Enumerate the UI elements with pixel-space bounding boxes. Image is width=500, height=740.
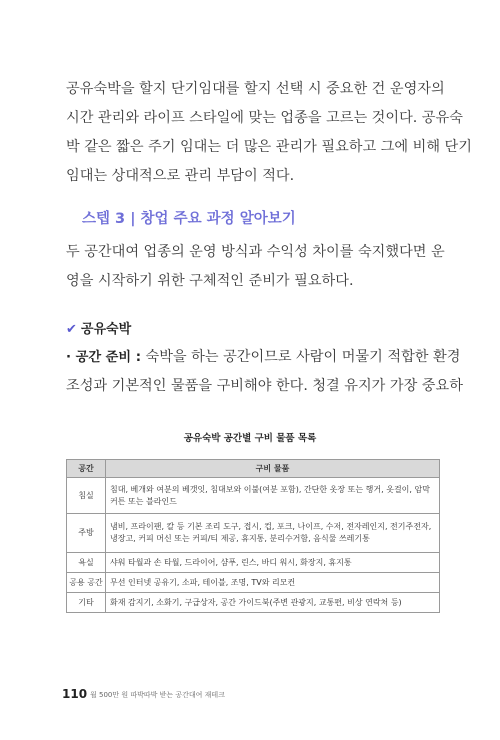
bullet-line [66, 343, 461, 372]
running-title: 월 500만 원 따박따박 받는 공간대여 재테크 [90, 691, 225, 699]
bullet-paragraph [66, 343, 463, 401]
step-paragraph [66, 238, 445, 296]
table-cell-space: 침실 [67, 478, 106, 514]
bullet-label: · 공간 준비 : [66, 350, 142, 365]
table-cell-items: 침대, 베개와 여분의 베갯잇, 침대보와 이불(여분 포함), 간단한 옷장 또는 행거, 옷걸이, 암막 커튼 또는 블라인드 [106, 478, 440, 514]
bullet-line: 조성과 기본적인 물품을 구비해야 한다. 청결 유지가 가장 중요하 [66, 378, 463, 394]
supply-table [66, 459, 440, 613]
table-cell-items: 화재 감지기, 소화기, 구급상자, 공간 가이드북(주변 관광지, 교통편, 비상 연락처 등) [106, 593, 440, 613]
table-cell-items: 샤워 타월과 손 타월, 드라이어, 샴푸, 린스, 바디 워시, 화장지, 휴지통 [106, 553, 440, 573]
table-cell-space: 공용 공간 [67, 573, 106, 593]
paragraph-line: 임대는 상대적으로 관리 부담이 적다. [66, 168, 295, 184]
table-row [67, 553, 440, 573]
table-cell-space: 기타 [67, 593, 106, 613]
table-header-space: 공간 [67, 460, 106, 478]
table-header-items: 구비 물품 [106, 460, 440, 478]
paragraph-line: 영을 시작하기 위한 구체적인 준비가 필요하다. [66, 273, 354, 289]
table-cell-items: 냄비, 프라이팬, 칼 등 기본 조리 도구, 접시, 컵, 포크, 나이프, 수저, 전자레인지, 전기주전자, 냉장고, 커피 머신 또는 커피/티 제공, 휴지통, 분리수거함, 음식물 쓰레기통 [106, 514, 440, 553]
table-cell-space: 주방 [67, 514, 106, 553]
paragraph-line: 공유숙박을 할지 단기임대를 할지 선택 시 중요한 건 운영자의 [66, 81, 445, 97]
paragraph-line: 시간 관리와 라이프 스타일에 맞는 업종을 고르는 것이다. 공유숙 [66, 110, 463, 126]
table-header-row [67, 460, 440, 478]
table-row [67, 573, 440, 593]
intro-paragraph [66, 75, 472, 191]
paragraph-line: 박 같은 짧은 주기 임대는 더 많은 관리가 필요하고 그에 비해 단기 [66, 139, 472, 155]
section-heading-text: 공유숙박 [80, 322, 132, 337]
table-cell-space: 욕실 [67, 553, 106, 573]
section-heading [66, 318, 131, 337]
table-title: 공유숙박 공간별 구비 물품 목록 [183, 433, 317, 444]
table-cell-items: 무선 인터넷 공유기, 소파, 테이블, 조명, TV와 리모컨 [106, 573, 440, 593]
table-row [67, 593, 440, 613]
paragraph-line: 두 공간대여 업종의 운영 방식과 수익성 차이를 숙지했다면 운 [66, 244, 445, 260]
step-heading: 스텝 3 | 창업 주요 과정 알아보기 [82, 211, 296, 227]
bullet-text: 숙박을 하는 공간이므로 사람이 머물기 적합한 환경 [141, 349, 461, 365]
check-icon: ✔ [66, 322, 77, 337]
table-row [67, 478, 440, 514]
page-number: 110 [62, 687, 88, 701]
table-row [67, 514, 440, 553]
